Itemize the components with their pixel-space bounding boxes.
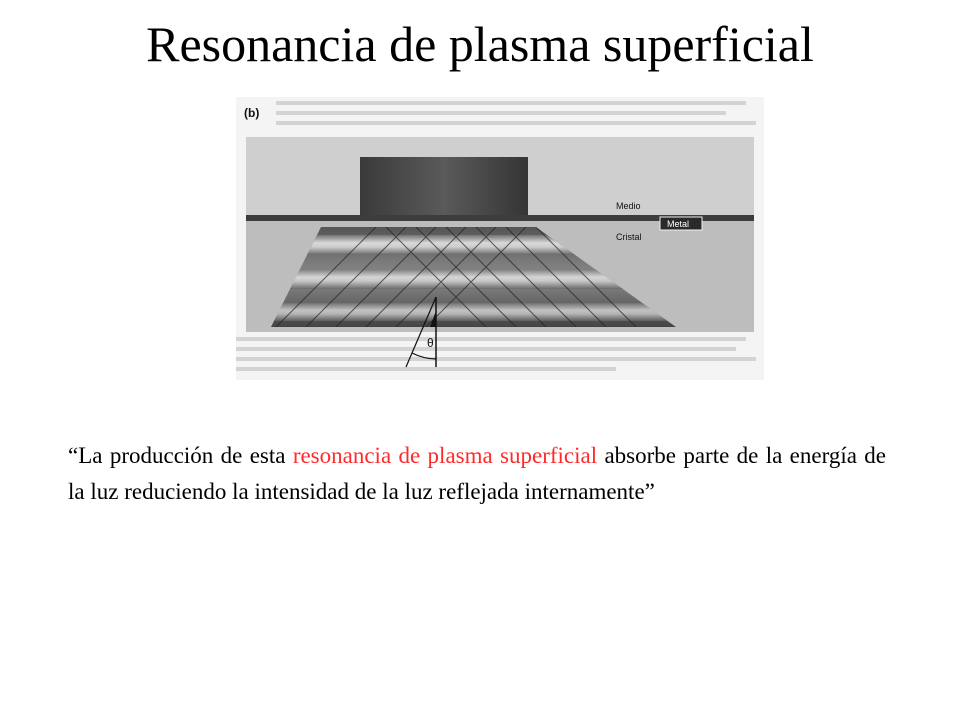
slide-title: Resonancia de plasma superficial (146, 16, 814, 72)
open-quote: “ (68, 443, 79, 468)
sample-block (360, 157, 528, 215)
spr-diagram (236, 97, 764, 380)
close-quote: ” (644, 479, 655, 504)
metal-label: Metal (667, 219, 690, 229)
medium-label: Medio (616, 201, 641, 211)
highlighted-term: resonancia de plasma superficial (292, 443, 598, 468)
spr-diagram-svg (236, 97, 764, 380)
quote-lead-text: La producción de esta (78, 443, 293, 468)
angle-label: θ (427, 336, 434, 350)
panel-label: (b) (244, 106, 260, 120)
quote-tail-text: absorbe parte de la energía de la luz reduciendo la intensidad de la luz reflejada internamente (68, 443, 886, 504)
quote-paragraph (68, 438, 886, 510)
glass-label: Cristal (616, 232, 642, 242)
